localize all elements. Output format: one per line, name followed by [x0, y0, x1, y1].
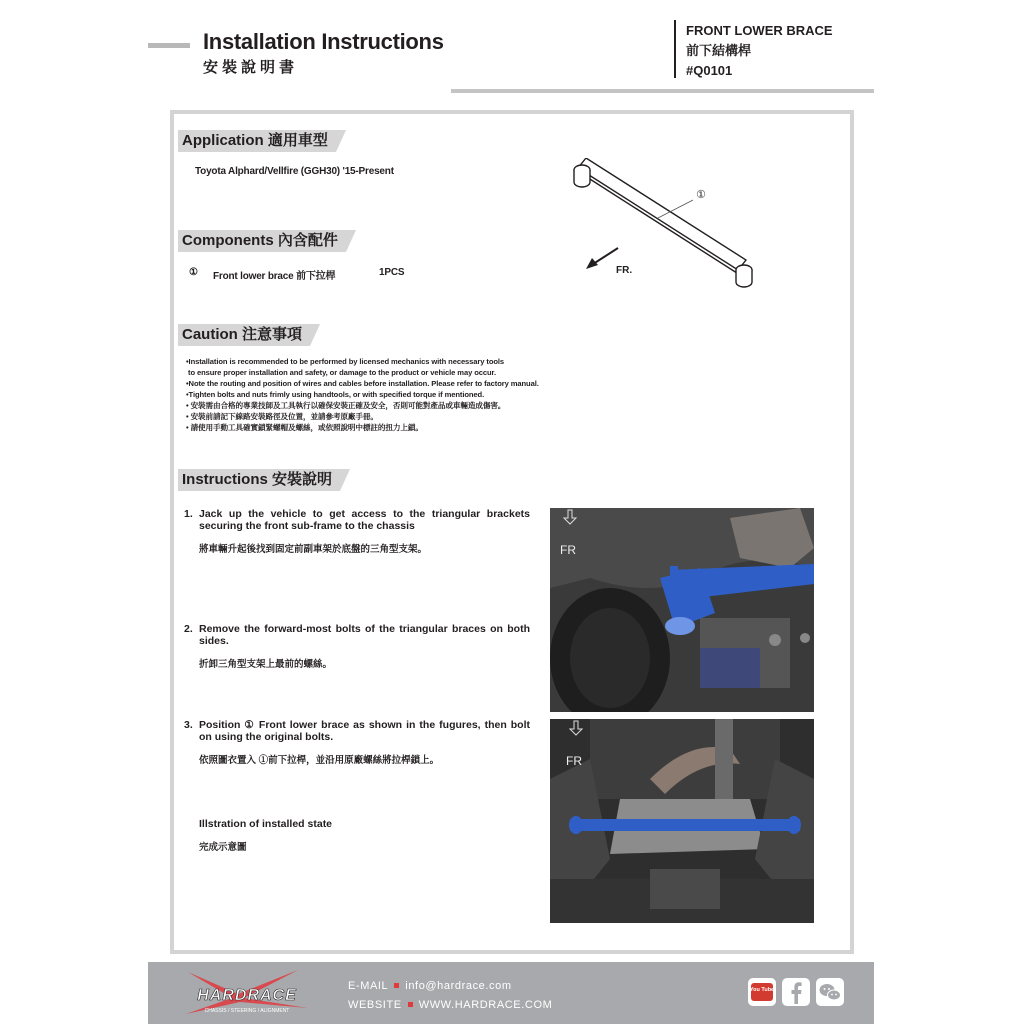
caution-line: •Installation is recommended to be performed by licensed mechanics with necessary tools: [186, 357, 505, 366]
email-row: [348, 977, 552, 996]
header-rule-right: [451, 89, 874, 93]
contact-info: [348, 977, 552, 1015]
instruction-sheet: [148, 0, 874, 1024]
step-text-en: Position ① Front lower brace as shown in the fugures, then bolt on using the original bolts.: [199, 719, 530, 743]
youtube-label: You Tube: [749, 987, 775, 993]
caution-line: • 請使用手動工具確實鎖緊螺帽及螺絲，或依照說明中標註的扭力上鎖。: [186, 423, 423, 432]
vehicle-fitment: Toyota Alphard/Vellfire (GGH30) '15-Present: [195, 166, 394, 177]
application-heading: Application 適用車型: [178, 130, 336, 152]
step-number: 3.: [184, 719, 193, 731]
bullet-icon: [408, 1002, 413, 1007]
caution-line: • 安裝需由合格的專業技師及工具執行以確保安裝正確及安全，否則可能對產品或車輛造成傷害。: [186, 401, 506, 410]
footer: [148, 962, 874, 1024]
email-label: E-MAIL: [348, 980, 389, 992]
product-name: FRONT LOWER BRACE: [686, 23, 833, 38]
instruction-step-3: [184, 719, 530, 767]
instruction-step-2: [184, 623, 530, 671]
components-heading: Components 內含配件: [178, 230, 346, 252]
header-rule-left: [148, 43, 190, 48]
facebook-icon[interactable]: [782, 978, 810, 1006]
youtube-icon[interactable]: [748, 978, 776, 1006]
logo-wordmark: HARDRACE: [197, 987, 297, 1004]
illustration-caption-en: Illstration of installed state: [199, 818, 333, 830]
email-link[interactable]: info@hardrace.com: [405, 980, 512, 992]
diagram-callout: ①: [696, 188, 706, 201]
photo-fr-label: FR: [560, 543, 576, 557]
website-row: [348, 996, 552, 1015]
illustration-caption-zh: 完成示意圖: [199, 842, 247, 853]
step-text-zh: 折卸三角型支架上最前的螺絲。: [199, 659, 333, 670]
logo-tagline: CHASSIS / STEERING / ALIGNMENT: [204, 1008, 290, 1014]
front-direction-label: FR.: [616, 265, 633, 276]
instruction-step-1: [184, 508, 530, 556]
caution-line: • 安裝前請記下線路安裝路徑及位置，並請參考原廠手冊。: [186, 412, 378, 421]
website-label: WEBSITE: [348, 999, 402, 1011]
page-subtitle-zh: 安裝說明書: [203, 58, 299, 76]
product-info: [686, 21, 833, 81]
caution-line: •Tighten bolts and nuts frimly using handtools, or with specified torque if mentioned.: [186, 390, 485, 399]
caution-list: [186, 356, 539, 433]
brace-diagram: [568, 158, 768, 298]
caution-heading: Caution 注意事項: [178, 324, 310, 346]
instructions-heading: Instructions 安裝說明: [178, 469, 340, 491]
caution-line: •Note the routing and position of wires and cables before installation. Please refer to factory manual.: [186, 379, 539, 388]
step-text-en: Jack up the vehicle to get access to the triangular brackets securing the front sub-frame to the chassis: [199, 508, 530, 532]
photo-installed-brace: [550, 719, 814, 923]
product-name-zh: 前下結構桿: [686, 43, 752, 58]
caution-line: to ensure proper installation and safety, or damage to the product or vehicle may occur.: [186, 368, 496, 377]
step-text-en: Remove the forward-most bolts of the triangular braces on both sides.: [199, 623, 530, 647]
wechat-icon[interactable]: [816, 978, 844, 1006]
page-title: Installation Instructions: [203, 29, 444, 54]
header-divider: [674, 20, 676, 78]
hardrace-logo: [178, 968, 316, 1016]
front-arrow-icon: [586, 248, 618, 269]
photo-bracket-location: [550, 508, 814, 712]
step-text-zh: 將車輛升起後找到固定前副車架於底盤的三角型支架。: [199, 544, 428, 555]
part-number: #Q0101: [686, 63, 733, 78]
website-link[interactable]: WWW.HARDRACE.COM: [418, 999, 553, 1011]
photo-fr-label: FR: [566, 754, 582, 768]
step-text-zh: 依照圖衣置入 ①前下拉桿，並沿用原廠螺絲將拉桿鎖上。: [199, 755, 440, 766]
component-number: ①: [189, 267, 198, 278]
bullet-icon: [394, 983, 399, 988]
component-name: Front lower brace 前下拉桿: [213, 271, 336, 282]
step-number: 2.: [184, 623, 193, 635]
step-number: 1.: [184, 508, 193, 520]
component-qty: 1PCS: [379, 267, 405, 278]
